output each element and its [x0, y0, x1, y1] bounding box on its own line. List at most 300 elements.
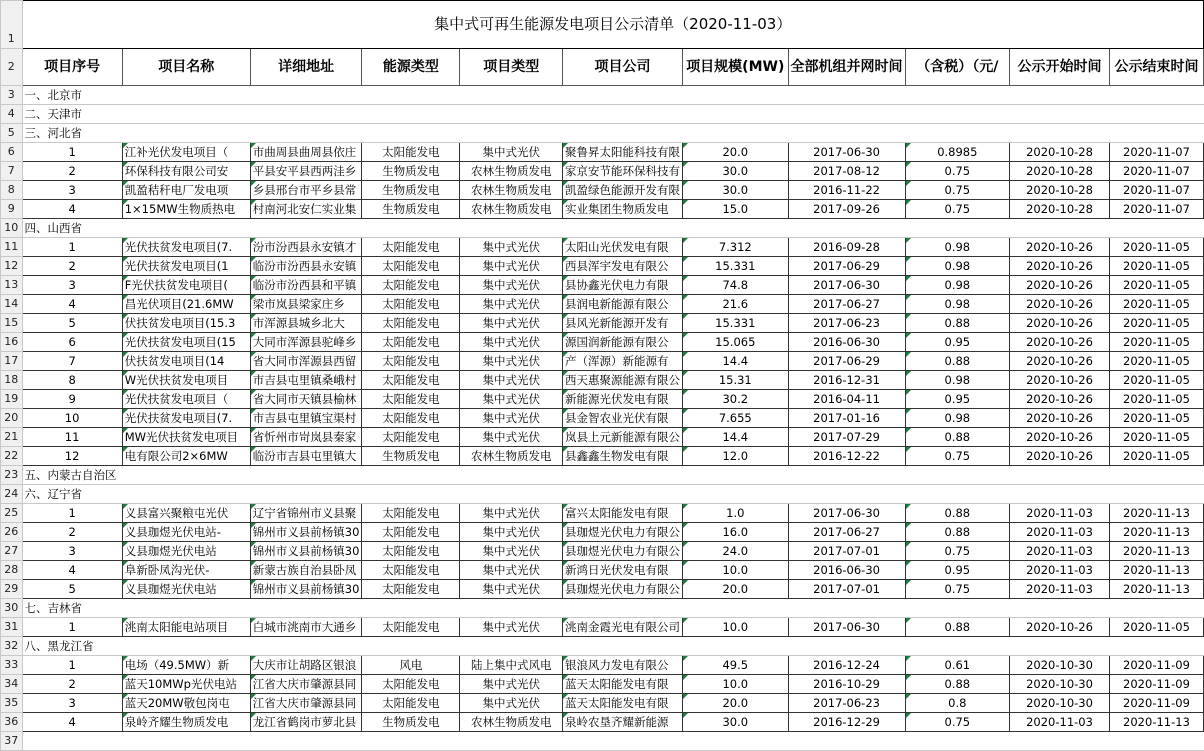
- header-cell-price[interactable]: （含税）（元/: [905, 49, 1010, 86]
- row-header[interactable]: 21: [1, 428, 23, 447]
- row-header[interactable]: 6: [1, 143, 23, 162]
- cell-project-type[interactable]: 集中式光伏: [460, 694, 563, 713]
- section-label[interactable]: 七、吉林省: [22, 599, 1204, 618]
- cell-energy-type[interactable]: 太阳能发电: [362, 561, 460, 580]
- cell-project-type[interactable]: 集中式光伏: [460, 428, 563, 447]
- cell-end-date[interactable]: 2020-11-05: [1109, 371, 1203, 390]
- cell-grid-time[interactable]: 2016-10-29: [788, 675, 905, 694]
- cell-end-date[interactable]: 2020-11-13: [1109, 561, 1203, 580]
- cell-address[interactable]: 临汾市吉县屯里镇大: [250, 447, 362, 466]
- cell-seq[interactable]: 1: [22, 656, 122, 675]
- cell-address[interactable]: 江省大庆市肇源县同: [250, 694, 362, 713]
- cell-scale[interactable]: 12.0: [683, 447, 789, 466]
- cell-energy-type[interactable]: 太阳能发电: [362, 618, 460, 637]
- cell-start-date[interactable]: 2020-10-26: [1010, 618, 1110, 637]
- cell-end-date[interactable]: 2020-11-13: [1109, 713, 1203, 732]
- row-header[interactable]: 24: [1, 485, 23, 504]
- section-label[interactable]: 五、内蒙古自治区: [22, 466, 1204, 485]
- cell-price[interactable]: 0.98: [905, 409, 1010, 428]
- cell-project-name[interactable]: 阜新卧凤沟光伏-: [122, 561, 250, 580]
- cell-price[interactable]: 0.95: [905, 561, 1010, 580]
- row-header[interactable]: 9: [1, 200, 23, 219]
- cell-price[interactable]: 0.61: [905, 656, 1010, 675]
- cell-seq[interactable]: 9: [22, 390, 122, 409]
- cell-price[interactable]: 0.98: [905, 371, 1010, 390]
- cell-energy-type[interactable]: 太阳能发电: [362, 276, 460, 295]
- cell-seq[interactable]: 11: [22, 428, 122, 447]
- cell-energy-type[interactable]: 太阳能发电: [362, 542, 460, 561]
- row-header[interactable]: 33: [1, 656, 23, 675]
- cell-start-date[interactable]: 2020-10-26: [1010, 333, 1110, 352]
- cell-grid-time[interactable]: 2017-06-30: [788, 618, 905, 637]
- cell-grid-time[interactable]: 2016-12-29: [788, 713, 905, 732]
- cell-company[interactable]: 泉岭农垦齐耀新能源: [563, 713, 683, 732]
- cell-start-date[interactable]: 2020-11-03: [1010, 504, 1110, 523]
- cell-start-date[interactable]: 2020-11-03: [1010, 561, 1110, 580]
- cell-price[interactable]: 0.88: [905, 314, 1010, 333]
- cell-energy-type[interactable]: 太阳能发电: [362, 390, 460, 409]
- cell-company[interactable]: 洮南金霞光电有限公司: [563, 618, 683, 637]
- cell-project-type[interactable]: 农林生物质发电: [460, 447, 563, 466]
- cell-start-date[interactable]: 2020-10-26: [1010, 447, 1110, 466]
- cell-start-date[interactable]: 2020-11-03: [1010, 523, 1110, 542]
- cell-company[interactable]: 县金智农业光伏有限: [563, 409, 683, 428]
- cell-energy-type[interactable]: 太阳能发电: [362, 238, 460, 257]
- cell-company[interactable]: 县风光新能源开发有: [563, 314, 683, 333]
- cell-project-type[interactable]: 集中式光伏: [460, 618, 563, 637]
- cell-address[interactable]: 锦州市义县前杨镇30: [250, 542, 362, 561]
- cell-end-date[interactable]: 2020-11-13: [1109, 504, 1203, 523]
- cell-end-date[interactable]: 2020-11-05: [1109, 409, 1203, 428]
- cell-energy-type[interactable]: 太阳能发电: [362, 580, 460, 599]
- cell-start-date[interactable]: 2020-10-26: [1010, 371, 1110, 390]
- cell-price[interactable]: 0.98: [905, 276, 1010, 295]
- cell-seq[interactable]: 6: [22, 333, 122, 352]
- cell-price[interactable]: 0.88: [905, 352, 1010, 371]
- cell-scale[interactable]: 10.0: [683, 561, 789, 580]
- row-header[interactable]: 30: [1, 599, 23, 618]
- cell-price[interactable]: 0.8: [905, 694, 1010, 713]
- cell-end-date[interactable]: 2020-11-05: [1109, 390, 1203, 409]
- cell-energy-type[interactable]: 太阳能发电: [362, 675, 460, 694]
- cell-address[interactable]: 乡县邢台市平乡县常: [250, 181, 362, 200]
- cell-company[interactable]: 新鸿日光伏发电有限: [563, 561, 683, 580]
- section-label[interactable]: 一、北京市: [22, 86, 1204, 105]
- cell-seq[interactable]: 4: [22, 561, 122, 580]
- cell-seq[interactable]: 1: [22, 143, 122, 162]
- cell-energy-type[interactable]: 太阳能发电: [362, 523, 460, 542]
- header-cell-scale[interactable]: 项目规模(MW): [683, 49, 789, 86]
- row-header[interactable]: 25: [1, 504, 23, 523]
- cell-address[interactable]: 锦州市义县前杨镇30: [250, 523, 362, 542]
- cell-project-type[interactable]: 集中式光伏: [460, 675, 563, 694]
- header-cell-project-type[interactable]: 项目类型: [460, 49, 563, 86]
- cell-price[interactable]: 0.88: [905, 504, 1010, 523]
- cell-energy-type[interactable]: 太阳能发电: [362, 295, 460, 314]
- cell-scale[interactable]: 7.655: [683, 409, 789, 428]
- cell-energy-type[interactable]: 太阳能发电: [362, 428, 460, 447]
- cell-seq[interactable]: 2: [22, 162, 122, 181]
- cell-address[interactable]: 汾市汾西县永安镇才: [250, 238, 362, 257]
- cell-price[interactable]: 0.95: [905, 333, 1010, 352]
- cell-company[interactable]: 蓝天太阳能发电有限: [563, 694, 683, 713]
- cell-end-date[interactable]: 2020-11-05: [1109, 333, 1203, 352]
- header-cell-energy-type[interactable]: 能源类型: [362, 49, 460, 86]
- cell-scale[interactable]: 20.0: [683, 694, 789, 713]
- cell-energy-type[interactable]: 太阳能发电: [362, 371, 460, 390]
- row-header[interactable]: 36: [1, 713, 23, 732]
- cell-start-date[interactable]: 2020-10-26: [1010, 295, 1110, 314]
- section-label[interactable]: 三、河北省: [22, 124, 1204, 143]
- cell-end-date[interactable]: 2020-11-05: [1109, 314, 1203, 333]
- cell-price[interactable]: 0.75: [905, 162, 1010, 181]
- cell-project-type[interactable]: 农林生物质发电: [460, 200, 563, 219]
- cell-address[interactable]: 江省大庆市肇源县同: [250, 675, 362, 694]
- header-cell-company[interactable]: 项目公司: [563, 49, 683, 86]
- cell-scale[interactable]: 49.5: [683, 656, 789, 675]
- cell-grid-time[interactable]: 2016-12-22: [788, 447, 905, 466]
- cell-project-name[interactable]: 蓝天20MW敬包岗屯: [122, 694, 250, 713]
- cell-company[interactable]: 县协鑫光伏电力有限: [563, 276, 683, 295]
- row-header[interactable]: 22: [1, 447, 23, 466]
- cell-start-date[interactable]: 2020-10-30: [1010, 656, 1110, 675]
- cell-energy-type[interactable]: 太阳能发电: [362, 143, 460, 162]
- cell-scale[interactable]: 21.6: [683, 295, 789, 314]
- cell-grid-time[interactable]: 2016-09-28: [788, 238, 905, 257]
- row-header[interactable]: 12: [1, 257, 23, 276]
- cell-scale[interactable]: 30.0: [683, 181, 789, 200]
- cell-grid-time[interactable]: 2016-06-30: [788, 333, 905, 352]
- row-header[interactable]: 15: [1, 314, 23, 333]
- cell-company[interactable]: 家京安节能环保科技有: [563, 162, 683, 181]
- cell-address[interactable]: 锦州市义县前杨镇30: [250, 580, 362, 599]
- cell-end-date[interactable]: 2020-11-05: [1109, 295, 1203, 314]
- cell-address[interactable]: 白城市洮南市大通乡: [250, 618, 362, 637]
- cell-address[interactable]: 市曲周县曲周县依庄: [250, 143, 362, 162]
- cell-seq[interactable]: 12: [22, 447, 122, 466]
- cell-seq[interactable]: 7: [22, 352, 122, 371]
- cell-start-date[interactable]: 2020-10-26: [1010, 390, 1110, 409]
- cell-energy-type[interactable]: 生物质发电: [362, 181, 460, 200]
- cell-grid-time[interactable]: 2016-06-30: [788, 561, 905, 580]
- cell-seq[interactable]: 5: [22, 580, 122, 599]
- cell-price[interactable]: 0.95: [905, 390, 1010, 409]
- cell-scale[interactable]: 30.0: [683, 713, 789, 732]
- cell-project-name[interactable]: 泉岭齐耀生物质发电: [122, 713, 250, 732]
- cell-energy-type[interactable]: 太阳能发电: [362, 314, 460, 333]
- cell-scale[interactable]: 20.0: [683, 143, 789, 162]
- cell-start-date[interactable]: 2020-11-03: [1010, 542, 1110, 561]
- cell-start-date[interactable]: 2020-11-03: [1010, 580, 1110, 599]
- cell-project-name[interactable]: 凯盈秸秆电厂发电项: [122, 181, 250, 200]
- row-header[interactable]: 17: [1, 352, 23, 371]
- cell-scale[interactable]: 15.0: [683, 200, 789, 219]
- cell-price[interactable]: 0.88: [905, 523, 1010, 542]
- cell-project-type[interactable]: 农林生物质发电: [460, 162, 563, 181]
- cell-grid-time[interactable]: 2017-06-29: [788, 257, 905, 276]
- section-label[interactable]: 二、天津市: [22, 105, 1204, 124]
- cell-end-date[interactable]: 2020-11-09: [1109, 656, 1203, 675]
- cell-project-name[interactable]: MW光伏扶贫发电项目: [122, 428, 250, 447]
- cell-grid-time[interactable]: 2017-07-01: [788, 542, 905, 561]
- cell-scale[interactable]: 15.331: [683, 314, 789, 333]
- cell-energy-type[interactable]: 生物质发电: [362, 447, 460, 466]
- cell-seq[interactable]: 3: [22, 181, 122, 200]
- cell-scale[interactable]: 14.4: [683, 352, 789, 371]
- cell-company[interactable]: 西天惠聚源能源有限公: [563, 371, 683, 390]
- cell-start-date[interactable]: 2020-10-28: [1010, 200, 1110, 219]
- cell-end-date[interactable]: 2020-11-05: [1109, 352, 1203, 371]
- row-header[interactable]: 4: [1, 105, 23, 124]
- cell-end-date[interactable]: 2020-11-07: [1109, 181, 1203, 200]
- cell-company[interactable]: 富兴太阳能发电有限: [563, 504, 683, 523]
- cell-address[interactable]: 临汾市汾西县永安镇: [250, 257, 362, 276]
- cell-project-type[interactable]: 集中式光伏: [460, 504, 563, 523]
- cell-project-name[interactable]: 电场（49.5MW）新: [122, 656, 250, 675]
- cell-address[interactable]: 省大同市天镇县榆林: [250, 390, 362, 409]
- cell-seq[interactable]: 1: [22, 504, 122, 523]
- cell-end-date[interactable]: 2020-11-05: [1109, 618, 1203, 637]
- cell-project-name[interactable]: 光伏扶贫发电项目(7.: [122, 238, 250, 257]
- cell-grid-time[interactable]: 2017-06-30: [788, 276, 905, 295]
- cell-seq[interactable]: 3: [22, 694, 122, 713]
- cell-project-name[interactable]: 环保科技有限公司安: [122, 162, 250, 181]
- cell-company[interactable]: 蓝天太阳能发电有限: [563, 675, 683, 694]
- cell-grid-time[interactable]: 2016-12-31: [788, 371, 905, 390]
- cell-end-date[interactable]: 2020-11-05: [1109, 276, 1203, 295]
- cell-project-name[interactable]: 昌光伏项目(21.6MW: [122, 295, 250, 314]
- cell-seq[interactable]: 1: [22, 618, 122, 637]
- cell-project-type[interactable]: 集中式光伏: [460, 371, 563, 390]
- cell-company[interactable]: 银浪风力发电有限公: [563, 656, 683, 675]
- cell-project-type[interactable]: 集中式光伏: [460, 523, 563, 542]
- cell-project-name[interactable]: 光伏扶贫发电项目(7.: [122, 409, 250, 428]
- cell-seq[interactable]: 4: [22, 200, 122, 219]
- cell-project-name[interactable]: 义县珈煜光伏电站: [122, 580, 250, 599]
- cell-energy-type[interactable]: 太阳能发电: [362, 694, 460, 713]
- cell-start-date[interactable]: 2020-10-26: [1010, 276, 1110, 295]
- cell-energy-type[interactable]: 生物质发电: [362, 200, 460, 219]
- cell-end-date[interactable]: 2020-11-07: [1109, 162, 1203, 181]
- cell-project-type[interactable]: 农林生物质发电: [460, 713, 563, 732]
- cell-grid-time[interactable]: 2017-09-26: [788, 200, 905, 219]
- cell-end-date[interactable]: 2020-11-13: [1109, 523, 1203, 542]
- cell-price[interactable]: 0.88: [905, 618, 1010, 637]
- cell-grid-time[interactable]: 2017-06-23: [788, 694, 905, 713]
- cell-project-name[interactable]: W光伏扶贫发电项目: [122, 371, 250, 390]
- row-header[interactable]: 32: [1, 637, 23, 656]
- cell-scale[interactable]: 14.4: [683, 428, 789, 447]
- cell-energy-type[interactable]: 生物质发电: [362, 162, 460, 181]
- cell-project-type[interactable]: 集中式光伏: [460, 143, 563, 162]
- cell-company[interactable]: 县鑫鑫生物发电有限: [563, 447, 683, 466]
- cell-price[interactable]: 0.88: [905, 675, 1010, 694]
- cell-seq[interactable]: 2: [22, 257, 122, 276]
- cell-project-name[interactable]: 义县富兴聚粮屯光伏: [122, 504, 250, 523]
- cell-address[interactable]: 龙江省鹤岗市萝北县: [250, 713, 362, 732]
- cell-company[interactable]: 县润电新能源有限公: [563, 295, 683, 314]
- cell-scale[interactable]: 10.0: [683, 618, 789, 637]
- cell-end-date[interactable]: 2020-11-05: [1109, 238, 1203, 257]
- cell-grid-time[interactable]: 2016-12-24: [788, 656, 905, 675]
- cell-project-name[interactable]: 伏扶贫发电项目(15.3: [122, 314, 250, 333]
- cell-start-date[interactable]: 2020-10-30: [1010, 694, 1110, 713]
- row-header[interactable]: 10: [1, 219, 23, 238]
- cell-company[interactable]: 县珈煜光伏电力有限公: [563, 542, 683, 561]
- cell-project-name[interactable]: 义县珈煜光伏电站-: [122, 523, 250, 542]
- cell-project-type[interactable]: 集中式光伏: [460, 542, 563, 561]
- cell-end-date[interactable]: 2020-11-13: [1109, 580, 1203, 599]
- cell-address[interactable]: 大同市浑源县驼峰乡: [250, 333, 362, 352]
- cell-project-type[interactable]: 农林生物质发电: [460, 181, 563, 200]
- cell-company[interactable]: 实业集团生物质发电: [563, 200, 683, 219]
- cell-price[interactable]: 0.75: [905, 713, 1010, 732]
- cell-project-type[interactable]: 集中式光伏: [460, 409, 563, 428]
- row-header[interactable]: 7: [1, 162, 23, 181]
- cell-grid-time[interactable]: 2017-01-16: [788, 409, 905, 428]
- cell-price[interactable]: 0.8985: [905, 143, 1010, 162]
- cell-project-name[interactable]: 光伏扶贫发电项目（: [122, 390, 250, 409]
- cell-grid-time[interactable]: 2017-07-01: [788, 580, 905, 599]
- cell-address[interactable]: 大庆市让胡路区银浪: [250, 656, 362, 675]
- cell-company[interactable]: 西县浑宇发电有限公: [563, 257, 683, 276]
- header-cell-grid-time[interactable]: 全部机组并网时间: [788, 49, 905, 86]
- cell-start-date[interactable]: 2020-10-26: [1010, 257, 1110, 276]
- cell-grid-time[interactable]: 2016-11-22: [788, 181, 905, 200]
- row-header[interactable]: 34: [1, 675, 23, 694]
- row-header[interactable]: 26: [1, 523, 23, 542]
- cell-address[interactable]: 新蒙古族自治县卧凤: [250, 561, 362, 580]
- cell-grid-time[interactable]: 2017-08-12: [788, 162, 905, 181]
- cell-company[interactable]: 源国润新能源有限公: [563, 333, 683, 352]
- cell-energy-type[interactable]: 太阳能发电: [362, 409, 460, 428]
- cell-price[interactable]: 0.75: [905, 181, 1010, 200]
- cell-scale[interactable]: 15.331: [683, 257, 789, 276]
- cell-company[interactable]: 县珈煜光伏电力有限公: [563, 580, 683, 599]
- cell-scale[interactable]: 15.31: [683, 371, 789, 390]
- cell-project-name[interactable]: 伏扶贫发电项目(14: [122, 352, 250, 371]
- row-header[interactable]: 16: [1, 333, 23, 352]
- cell-project-name[interactable]: 义县珈煜光伏电站: [122, 542, 250, 561]
- row-header[interactable]: 1: [1, 1, 23, 49]
- row-header[interactable]: 11: [1, 238, 23, 257]
- cell-company[interactable]: 县珈煜光伏电力有限公: [563, 523, 683, 542]
- cell-scale[interactable]: 7.312: [683, 238, 789, 257]
- cell-grid-time[interactable]: 2017-06-27: [788, 295, 905, 314]
- cell-seq[interactable]: 2: [22, 675, 122, 694]
- cell-end-date[interactable]: 2020-11-13: [1109, 542, 1203, 561]
- row-header[interactable]: 19: [1, 390, 23, 409]
- header-cell-name[interactable]: 项目名称: [122, 49, 250, 86]
- cell-project-type[interactable]: 集中式光伏: [460, 561, 563, 580]
- cell-start-date[interactable]: 2020-10-26: [1010, 314, 1110, 333]
- cell-price[interactable]: 0.75: [905, 447, 1010, 466]
- cell-project-type[interactable]: 陆上集中式风电: [460, 656, 563, 675]
- cell-seq[interactable]: 3: [22, 542, 122, 561]
- cell-address[interactable]: 梁市岚县梁家庄乡: [250, 295, 362, 314]
- cell-scale[interactable]: 15.065: [683, 333, 789, 352]
- header-cell-end[interactable]: 公示结束时间: [1109, 49, 1203, 86]
- cell-address[interactable]: 省大同市浑源县西留: [250, 352, 362, 371]
- cell-company[interactable]: 产（浑源）新能源有: [563, 352, 683, 371]
- cell-energy-type[interactable]: 太阳能发电: [362, 352, 460, 371]
- cell-start-date[interactable]: 2020-10-28: [1010, 143, 1110, 162]
- cell-project-type[interactable]: 集中式光伏: [460, 390, 563, 409]
- row-header[interactable]: 13: [1, 276, 23, 295]
- cell-scale[interactable]: 10.0: [683, 675, 789, 694]
- row-header[interactable]: 20: [1, 409, 23, 428]
- cell-end-date[interactable]: 2020-11-05: [1109, 428, 1203, 447]
- header-cell-seq[interactable]: 项目序号: [22, 49, 122, 86]
- cell-price[interactable]: 0.98: [905, 238, 1010, 257]
- row-header[interactable]: 5: [1, 124, 23, 143]
- cell-seq[interactable]: 4: [22, 295, 122, 314]
- cell-address[interactable]: 村南河北安仁实业集: [250, 200, 362, 219]
- row-header[interactable]: 2: [1, 49, 23, 86]
- cell-grid-time[interactable]: 2017-06-30: [788, 143, 905, 162]
- cell-seq[interactable]: 8: [22, 371, 122, 390]
- cell-company[interactable]: 岚县上元新能源有限公: [563, 428, 683, 447]
- cell-project-name[interactable]: 电有限公司2×6MW: [122, 447, 250, 466]
- cell-energy-type[interactable]: 太阳能发电: [362, 333, 460, 352]
- cell-start-date[interactable]: 2020-10-28: [1010, 181, 1110, 200]
- row-header[interactable]: 14: [1, 295, 23, 314]
- header-cell-start[interactable]: 公示开始时间: [1010, 49, 1110, 86]
- header-cell-address[interactable]: 详细地址: [250, 49, 362, 86]
- cell-scale[interactable]: 24.0: [683, 542, 789, 561]
- cell-scale[interactable]: 74.8: [683, 276, 789, 295]
- row-header[interactable]: 31: [1, 618, 23, 637]
- row-header[interactable]: 29: [1, 580, 23, 599]
- cell-company[interactable]: 聚鲁昇太阳能科技有限: [563, 143, 683, 162]
- cell-grid-time[interactable]: 2016-04-11: [788, 390, 905, 409]
- section-label[interactable]: 八、黑龙江省: [22, 637, 1204, 656]
- row-header[interactable]: 8: [1, 181, 23, 200]
- cell-energy-type[interactable]: 太阳能发电: [362, 504, 460, 523]
- row-header[interactable]: 28: [1, 561, 23, 580]
- cell-project-name[interactable]: 光伏扶贫发电项目(1: [122, 257, 250, 276]
- sheet-title[interactable]: 集中式可再生能源发电项目公示清单（2020-11-03）: [22, 1, 1204, 49]
- cell-energy-type[interactable]: 太阳能发电: [362, 257, 460, 276]
- cell-seq[interactable]: 3: [22, 276, 122, 295]
- cell-scale[interactable]: 30.2: [683, 390, 789, 409]
- cell-start-date[interactable]: 2020-10-26: [1010, 428, 1110, 447]
- section-label[interactable]: 六、辽宁省: [22, 485, 1204, 504]
- cell-project-type[interactable]: 集中式光伏: [460, 580, 563, 599]
- cell-end-date[interactable]: 2020-11-09: [1109, 675, 1203, 694]
- cell-grid-time[interactable]: 2017-06-23: [788, 314, 905, 333]
- cell-scale[interactable]: 1.0: [683, 504, 789, 523]
- cell-project-type[interactable]: 集中式光伏: [460, 257, 563, 276]
- cell-project-type[interactable]: 集中式光伏: [460, 276, 563, 295]
- cell-start-date[interactable]: 2020-10-26: [1010, 352, 1110, 371]
- cell-end-date[interactable]: 2020-11-09: [1109, 694, 1203, 713]
- row-header[interactable]: 27: [1, 542, 23, 561]
- cell-energy-type[interactable]: 风电: [362, 656, 460, 675]
- cell-company[interactable]: 凯盈绿色能源开发有限: [563, 181, 683, 200]
- cell-scale[interactable]: 30.0: [683, 162, 789, 181]
- cell-project-type[interactable]: 集中式光伏: [460, 352, 563, 371]
- cell-seq[interactable]: 2: [22, 523, 122, 542]
- row-header[interactable]: 18: [1, 371, 23, 390]
- row-header[interactable]: 23: [1, 466, 23, 485]
- cell-start-date[interactable]: 2020-11-03: [1010, 713, 1110, 732]
- cell-end-date[interactable]: 2020-11-07: [1109, 143, 1203, 162]
- cell-end-date[interactable]: 2020-11-05: [1109, 447, 1203, 466]
- cell-address[interactable]: 市吉县屯里镇宝渠村: [250, 409, 362, 428]
- cell-seq[interactable]: 4: [22, 713, 122, 732]
- cell-end-date[interactable]: 2020-11-07: [1109, 200, 1203, 219]
